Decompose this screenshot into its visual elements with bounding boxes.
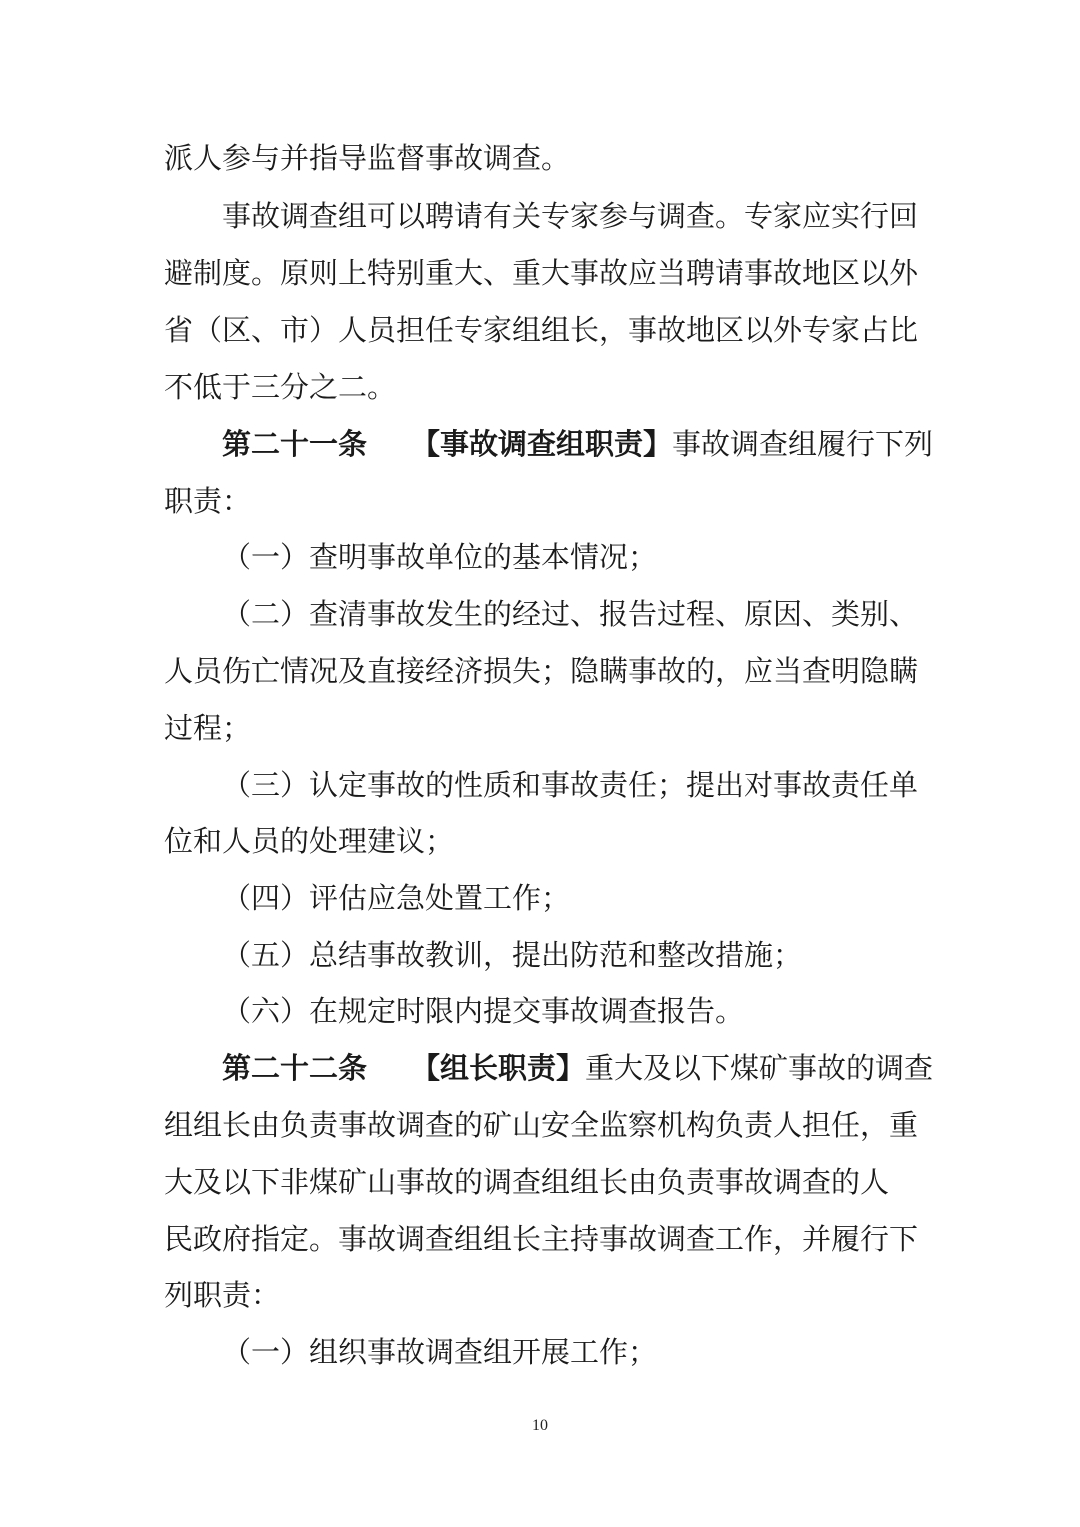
list-item: （二）查清事故发生的经过、报告过程、原因、类别、 bbox=[222, 597, 919, 631]
list-item: （一）查明事故单位的基本情况； bbox=[222, 540, 658, 574]
paragraph-line: 派人参与并指导监督事故调查。 bbox=[164, 141, 571, 175]
paragraph-line: 人员伤亡情况及直接经济损失；隐瞒事故的，应当查明隐瞒 bbox=[164, 654, 919, 688]
paragraph-line: 过程； bbox=[164, 711, 252, 745]
paragraph-line: 事故调查组可以聘请有关专家参与调查。专家应实行回 bbox=[222, 199, 919, 233]
list-item: （一）组织事故调查组开展工作； bbox=[222, 1335, 658, 1369]
paragraph-line: 列职责： bbox=[164, 1278, 281, 1312]
article-21-heading bbox=[222, 424, 933, 464]
paragraph-line: 不低于三分之二。 bbox=[164, 370, 397, 404]
list-item: （四）评估应急处置工作； bbox=[222, 881, 571, 915]
list-item: （五）总结事故教训，提出防范和整改措施； bbox=[222, 938, 803, 972]
article-22-number: 第二十二条 bbox=[222, 1051, 368, 1085]
paragraph-line: 位和人员的处理建议； bbox=[164, 824, 455, 858]
article-22-text: 重大及以下煤矿事故的调查 bbox=[585, 1051, 934, 1085]
paragraph-line: 省（区、市）人员担任专家组组长，事故地区以外专家占比 bbox=[164, 313, 919, 347]
paragraph-line: 避制度。原则上特别重大、重大事故应当聘请事故地区以外 bbox=[164, 256, 919, 290]
list-item: （三）认定事故的性质和事故责任；提出对事故责任单 bbox=[222, 768, 919, 802]
paragraph-line: 组组长由负责事故调查的矿山安全监察机构负责人担任，重 bbox=[164, 1108, 919, 1142]
paragraph-line: 职责： bbox=[164, 484, 252, 518]
paragraph-line: 大及以下非煤矿山事故的调查组组长由负责事故调查的人 bbox=[164, 1165, 890, 1199]
article-21-title: 【事故调查组职责】 bbox=[411, 427, 673, 461]
paragraph-line: 民政府指定。事故调查组组长主持事故调查工作，并履行下 bbox=[164, 1222, 919, 1256]
article-22-heading bbox=[222, 1048, 933, 1088]
list-item: （六）在规定时限内提交事故调查报告。 bbox=[222, 994, 745, 1028]
article-21-number: 第二十一条 bbox=[222, 427, 368, 461]
page-number: 10 bbox=[532, 1417, 548, 1434]
article-22-title: 【组长职责】 bbox=[411, 1051, 586, 1085]
article-21-text: 事故调查组履行下列 bbox=[672, 427, 934, 461]
